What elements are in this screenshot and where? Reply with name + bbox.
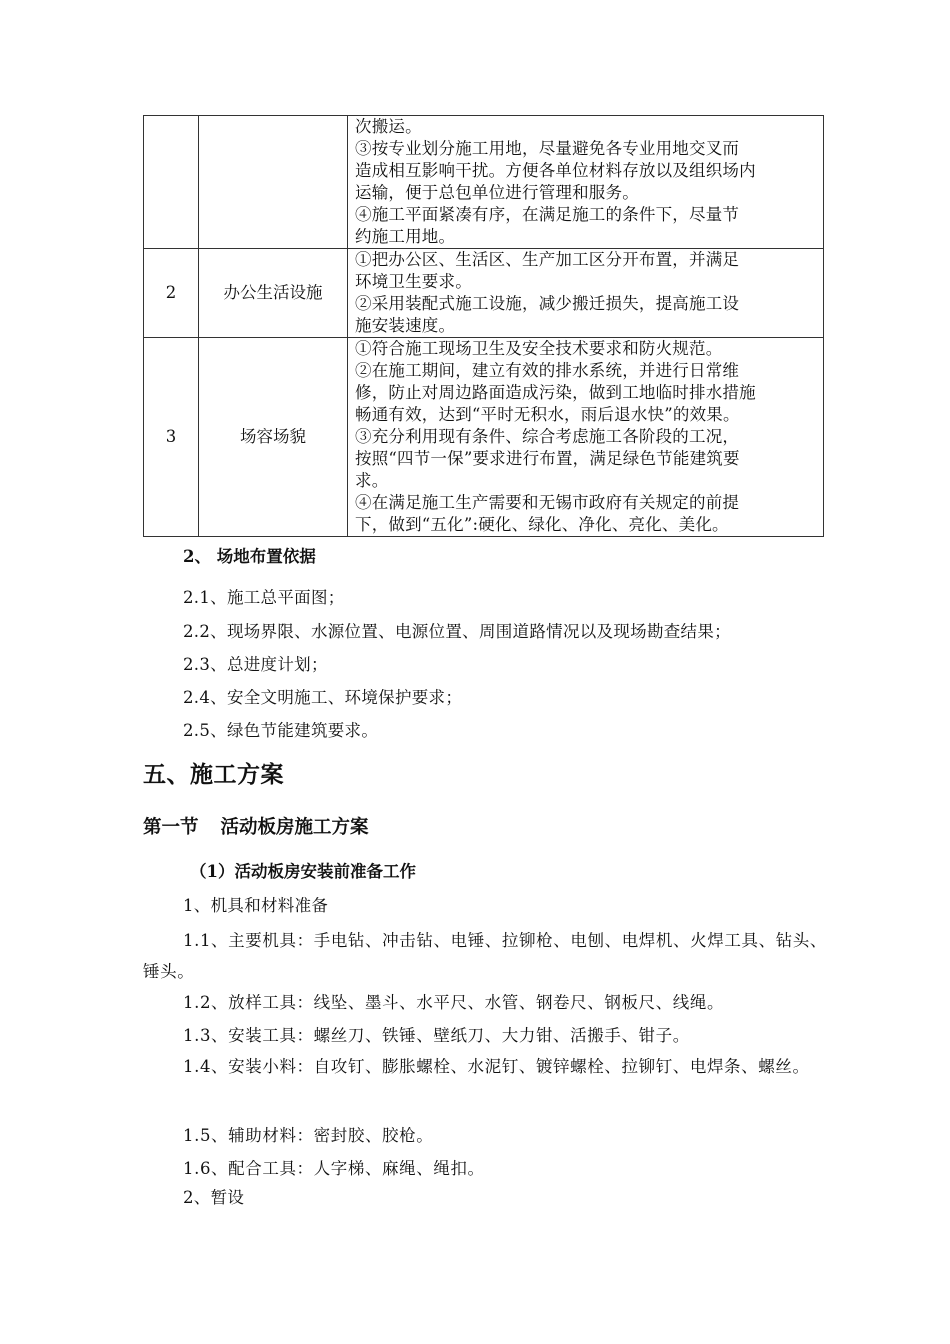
row-content xyxy=(348,249,824,338)
row-item-name xyxy=(199,116,348,249)
section-title: 活动板房施工方案 xyxy=(220,817,369,838)
content-line: 修，防止对周边路面造成污染，做到工地临时排水措施 xyxy=(355,383,756,402)
site-layout-table xyxy=(143,115,824,537)
content-line: ②在施工期间，建立有效的排水系统，并进行日常维 xyxy=(355,361,740,380)
row-content xyxy=(348,116,824,249)
content-line: 下，做到“五化”:硬化、绿化、净化、亮化、美化。 xyxy=(355,515,729,534)
content-line: ③充分利用现有条件、综合考虑施工各阶段的工况， xyxy=(355,427,740,446)
row-number: 2 xyxy=(144,249,199,338)
content-line: 约施工用地。 xyxy=(355,227,456,246)
row-content xyxy=(348,338,824,537)
section-label: 第一节 xyxy=(143,817,199,838)
basis-item: 2.5、绿色节能建筑要求。 xyxy=(183,721,379,740)
content-line: ①把办公区、生活区、生产加工区分开布置，并满足 xyxy=(355,250,740,269)
materials-item: 1.1、主要机具：手电钻、冲击钻、电锤、拉铆枪、电刨、电焊机、火焊工具、钻头、锤头。 xyxy=(143,931,827,981)
materials-item: 1.6、配合工具：人字梯、麻绳、绳扣。 xyxy=(183,1159,485,1178)
content-line: ③按专业划分施工用地，尽量避免各专业用地交叉而 xyxy=(355,139,740,158)
row-item-name: 办公生活设施 xyxy=(199,249,348,338)
content-line: ①符合施工现场卫生及安全技术要求和防火规范。 xyxy=(355,339,723,358)
materials-item: 1.4、安装小料：自攻钉、膨胀螺栓、水泥钉、镀锌螺栓、拉铆钉、电焊条、螺丝。 xyxy=(183,1057,810,1076)
materials-item: 1.5、辅助材料：密封胶、胶枪。 xyxy=(183,1126,434,1145)
content-line: 按照“四节一保”要求进行布置，满足绿色节能建筑要 xyxy=(355,449,740,468)
section-heading xyxy=(143,815,369,841)
basis-heading: 2、 场地布置依据 xyxy=(183,547,316,566)
content-line: 施安装速度。 xyxy=(355,316,456,335)
content-line: 运输，便于总包单位进行管理和服务。 xyxy=(355,183,639,202)
basis-item: 2.1、施工总平面图； xyxy=(183,588,345,607)
basis-item: 2.4、安全文明施工、环境保护要求； xyxy=(183,688,463,707)
basis-item: 2.3、总进度计划； xyxy=(183,655,328,674)
temp-heading: 2、暂设 xyxy=(183,1188,245,1207)
prep-heading: （1）活动板房安装前准备工作 xyxy=(190,862,416,881)
row-item-name: 场容场貌 xyxy=(199,338,348,537)
chapter-heading: 五、施工方案 xyxy=(143,761,284,788)
content-line: 畅通有效，达到“平时无积水，雨后退水快”的效果。 xyxy=(355,405,740,424)
content-line: 次搬运。 xyxy=(355,117,422,136)
table-row xyxy=(144,338,824,537)
row-number: 3 xyxy=(144,338,199,537)
content-line: ④施工平面紧凑有序，在满足施工的条件下，尽量节 xyxy=(355,205,740,224)
row-number xyxy=(144,116,199,249)
materials-item: 1.2、放样工具：线坠、墨斗、水平尺、水管、钢卷尺、钢板尺、线绳。 xyxy=(183,993,725,1012)
materials-heading: 1、机具和材料准备 xyxy=(183,896,329,915)
content-line: ④在满足施工生产需要和无锡市政府有关规定的前提 xyxy=(355,493,740,512)
materials-item: 1.3、安装工具：螺丝刀、铁锤、壁纸刀、大力钳、活搬手、钳子。 xyxy=(183,1026,690,1045)
content-line: 造成相互影响干扰。方便各单位材料存放以及组织场内 xyxy=(355,161,756,180)
table-row xyxy=(144,116,824,249)
table-row xyxy=(144,249,824,338)
content-line: ②采用装配式施工设施，减少搬迁损失，提高施工设 xyxy=(355,294,740,313)
content-line: 环境卫生要求。 xyxy=(355,272,472,291)
content-line: 求。 xyxy=(355,471,389,490)
basis-item: 2.2、现场界限、水源位置、电源位置、周围道路情况以及现场勘查结果； xyxy=(183,622,731,641)
